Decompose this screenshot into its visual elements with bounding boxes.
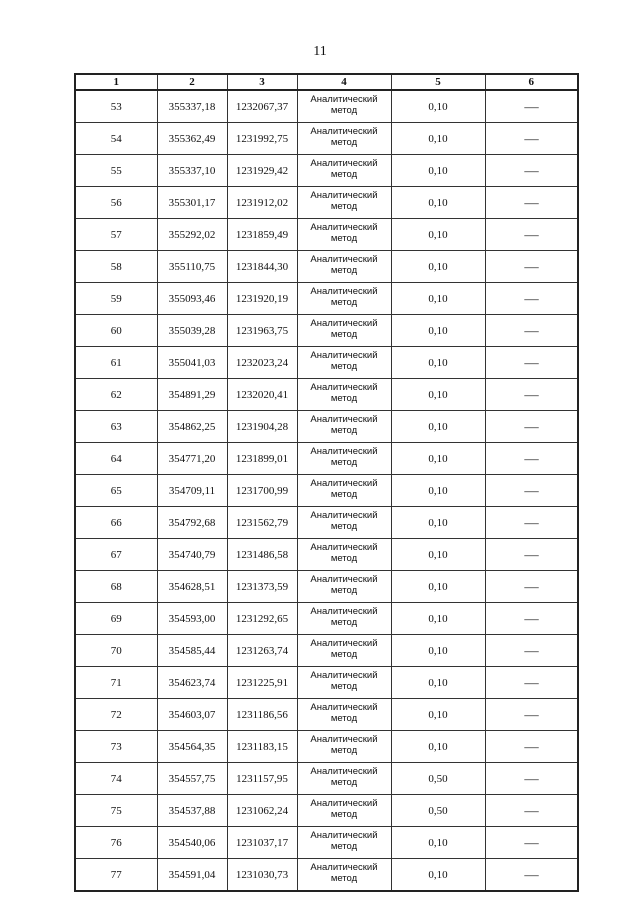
dash-mark: — xyxy=(524,290,539,306)
point-number-cell: 74 xyxy=(75,763,157,795)
x-coordinate-cell: 354771,20 xyxy=(157,443,227,475)
precision-cell: 0,10 xyxy=(391,507,485,539)
method-cell xyxy=(297,731,391,763)
method-line-1: Аналитический xyxy=(310,126,378,137)
method-line-1: Аналитический xyxy=(310,286,378,297)
method-line-1: Аналитический xyxy=(310,414,378,425)
precision-cell: 0,10 xyxy=(391,187,485,219)
x-coordinate-cell: 355301,17 xyxy=(157,187,227,219)
note-cell xyxy=(485,539,578,571)
y-coordinate-cell: 1231037,17 xyxy=(227,827,297,859)
x-coordinate-cell: 355362,49 xyxy=(157,123,227,155)
method-cell xyxy=(297,155,391,187)
method-line-2: метод xyxy=(330,425,358,436)
table-row xyxy=(75,539,578,571)
page-number: 11 xyxy=(313,44,327,59)
table-row xyxy=(75,90,578,123)
precision-cell: 0,10 xyxy=(391,443,485,475)
x-coordinate-cell: 355039,28 xyxy=(157,315,227,347)
method-line-2: метод xyxy=(330,393,358,404)
table-row xyxy=(75,411,578,443)
method-line-1: Аналитический xyxy=(310,574,378,585)
method-cell xyxy=(297,123,391,155)
x-coordinate-cell: 354891,29 xyxy=(157,379,227,411)
dash-mark: — xyxy=(524,226,539,242)
method-line-1: Аналитический xyxy=(310,702,378,713)
table-row xyxy=(75,635,578,667)
method-line-2: метод xyxy=(330,873,358,884)
table-row xyxy=(75,795,578,827)
table-row xyxy=(75,475,578,507)
method-line-2: метод xyxy=(330,361,358,372)
dash-mark: — xyxy=(524,610,539,626)
method-cell xyxy=(297,539,391,571)
coordinates-table xyxy=(74,73,579,892)
method-line-1: Аналитический xyxy=(310,94,378,105)
x-coordinate-cell: 354585,44 xyxy=(157,635,227,667)
table-row xyxy=(75,507,578,539)
x-coordinate-cell: 354603,07 xyxy=(157,699,227,731)
y-coordinate-cell: 1232020,41 xyxy=(227,379,297,411)
point-number-cell: 66 xyxy=(75,507,157,539)
dash-mark: — xyxy=(524,322,539,338)
y-coordinate-cell: 1231562,79 xyxy=(227,507,297,539)
method-cell xyxy=(297,251,391,283)
x-coordinate-cell: 355041,03 xyxy=(157,347,227,379)
table-row xyxy=(75,379,578,411)
x-coordinate-cell: 355110,75 xyxy=(157,251,227,283)
precision-cell: 0,10 xyxy=(391,411,485,443)
method-line-2: метод xyxy=(330,745,358,756)
note-cell xyxy=(485,827,578,859)
method-cell xyxy=(297,859,391,892)
x-coordinate-cell: 355337,18 xyxy=(157,90,227,123)
table-row xyxy=(75,219,578,251)
precision-cell: 0,10 xyxy=(391,283,485,315)
y-coordinate-cell: 1231186,56 xyxy=(227,699,297,731)
y-coordinate-cell: 1231920,19 xyxy=(227,283,297,315)
y-coordinate-cell: 1231963,75 xyxy=(227,315,297,347)
note-cell xyxy=(485,475,578,507)
table-row xyxy=(75,859,578,892)
method-line-2: метод xyxy=(330,489,358,500)
table-row xyxy=(75,155,578,187)
method-line-1: Аналитический xyxy=(310,606,378,617)
method-cell xyxy=(297,507,391,539)
note-cell xyxy=(485,155,578,187)
note-cell xyxy=(485,283,578,315)
method-cell xyxy=(297,763,391,795)
y-coordinate-cell: 1232023,24 xyxy=(227,347,297,379)
point-number-cell: 61 xyxy=(75,347,157,379)
dash-mark: — xyxy=(524,706,539,722)
note-cell xyxy=(485,251,578,283)
method-line-1: Аналитический xyxy=(310,798,378,809)
point-number-cell: 63 xyxy=(75,411,157,443)
precision-cell: 0,10 xyxy=(391,731,485,763)
method-cell xyxy=(297,635,391,667)
column-header-4: 4 xyxy=(297,74,391,90)
table-header-row xyxy=(75,74,578,90)
note-cell xyxy=(485,219,578,251)
note-cell xyxy=(485,859,578,892)
y-coordinate-cell: 1231157,95 xyxy=(227,763,297,795)
point-number-cell: 73 xyxy=(75,731,157,763)
table-row xyxy=(75,571,578,603)
note-cell xyxy=(485,90,578,123)
y-coordinate-cell: 1231844,30 xyxy=(227,251,297,283)
method-cell xyxy=(297,475,391,507)
y-coordinate-cell: 1232067,37 xyxy=(227,90,297,123)
method-cell xyxy=(297,283,391,315)
dash-mark: — xyxy=(524,162,539,178)
precision-cell: 0,50 xyxy=(391,795,485,827)
x-coordinate-cell: 355093,46 xyxy=(157,283,227,315)
method-line-1: Аналитический xyxy=(310,254,378,265)
method-line-2: метод xyxy=(330,297,358,308)
table-row xyxy=(75,667,578,699)
y-coordinate-cell: 1231030,73 xyxy=(227,859,297,892)
precision-cell: 0,10 xyxy=(391,859,485,892)
method-line-1: Аналитический xyxy=(310,542,378,553)
note-cell xyxy=(485,763,578,795)
method-line-2: метод xyxy=(330,617,358,628)
table-row xyxy=(75,763,578,795)
method-cell xyxy=(297,347,391,379)
x-coordinate-cell: 355337,10 xyxy=(157,155,227,187)
note-cell xyxy=(485,123,578,155)
precision-cell: 0,10 xyxy=(391,475,485,507)
method-line-1: Аналитический xyxy=(310,350,378,361)
dash-mark: — xyxy=(524,354,539,370)
method-cell xyxy=(297,90,391,123)
method-line-2: метод xyxy=(330,137,358,148)
x-coordinate-cell: 354557,75 xyxy=(157,763,227,795)
dash-mark: — xyxy=(524,802,539,818)
table-row xyxy=(75,187,578,219)
note-cell xyxy=(485,347,578,379)
dash-mark: — xyxy=(524,450,539,466)
table-row xyxy=(75,731,578,763)
method-line-1: Аналитический xyxy=(310,830,378,841)
point-number-cell: 59 xyxy=(75,283,157,315)
table-row xyxy=(75,603,578,635)
point-number-cell: 56 xyxy=(75,187,157,219)
method-line-1: Аналитический xyxy=(310,222,378,233)
column-header-1: 1 xyxy=(75,74,157,90)
precision-cell: 0,10 xyxy=(391,699,485,731)
precision-cell: 0,10 xyxy=(391,155,485,187)
column-header-3: 3 xyxy=(227,74,297,90)
y-coordinate-cell: 1231062,24 xyxy=(227,795,297,827)
method-cell xyxy=(297,571,391,603)
precision-cell: 0,10 xyxy=(391,539,485,571)
x-coordinate-cell: 354540,06 xyxy=(157,827,227,859)
point-number-cell: 62 xyxy=(75,379,157,411)
method-line-2: метод xyxy=(330,169,358,180)
method-line-2: метод xyxy=(330,201,358,212)
y-coordinate-cell: 1231486,58 xyxy=(227,539,297,571)
method-line-1: Аналитический xyxy=(310,510,378,521)
column-header-6: 6 xyxy=(485,74,578,90)
table-row xyxy=(75,347,578,379)
precision-cell: 0,10 xyxy=(391,635,485,667)
method-cell xyxy=(297,795,391,827)
dash-mark: — xyxy=(524,578,539,594)
dash-mark: — xyxy=(524,194,539,210)
precision-cell: 0,10 xyxy=(391,667,485,699)
method-cell xyxy=(297,379,391,411)
precision-cell: 0,10 xyxy=(391,123,485,155)
precision-cell: 0,10 xyxy=(391,571,485,603)
column-header-5: 5 xyxy=(391,74,485,90)
note-cell xyxy=(485,443,578,475)
table-row xyxy=(75,699,578,731)
y-coordinate-cell: 1231292,65 xyxy=(227,603,297,635)
dash-mark: — xyxy=(524,258,539,274)
x-coordinate-cell: 354593,00 xyxy=(157,603,227,635)
dash-mark: — xyxy=(524,386,539,402)
note-cell xyxy=(485,379,578,411)
point-number-cell: 67 xyxy=(75,539,157,571)
point-number-cell: 76 xyxy=(75,827,157,859)
dash-mark: — xyxy=(524,546,539,562)
x-coordinate-cell: 354623,74 xyxy=(157,667,227,699)
method-line-2: метод xyxy=(330,457,358,468)
precision-cell: 0,10 xyxy=(391,219,485,251)
y-coordinate-cell: 1231992,75 xyxy=(227,123,297,155)
y-coordinate-cell: 1231929,42 xyxy=(227,155,297,187)
table-row xyxy=(75,123,578,155)
note-cell xyxy=(485,635,578,667)
point-number-cell: 68 xyxy=(75,571,157,603)
method-cell xyxy=(297,603,391,635)
y-coordinate-cell: 1231373,59 xyxy=(227,571,297,603)
dash-mark: — xyxy=(524,642,539,658)
point-number-cell: 53 xyxy=(75,90,157,123)
x-coordinate-cell: 355292,02 xyxy=(157,219,227,251)
method-line-2: метод xyxy=(330,649,358,660)
precision-cell: 0,10 xyxy=(391,379,485,411)
precision-cell: 0,10 xyxy=(391,90,485,123)
method-line-1: Аналитический xyxy=(310,862,378,873)
dash-mark: — xyxy=(524,834,539,850)
method-cell xyxy=(297,411,391,443)
y-coordinate-cell: 1231912,02 xyxy=(227,187,297,219)
method-cell xyxy=(297,443,391,475)
method-line-2: метод xyxy=(330,265,358,276)
point-number-cell: 69 xyxy=(75,603,157,635)
x-coordinate-cell: 354862,25 xyxy=(157,411,227,443)
note-cell xyxy=(485,699,578,731)
method-line-1: Аналитический xyxy=(310,382,378,393)
point-number-cell: 70 xyxy=(75,635,157,667)
y-coordinate-cell: 1231904,28 xyxy=(227,411,297,443)
method-line-1: Аналитический xyxy=(310,446,378,457)
y-coordinate-cell: 1231263,74 xyxy=(227,635,297,667)
point-number-cell: 77 xyxy=(75,859,157,892)
point-number-cell: 64 xyxy=(75,443,157,475)
x-coordinate-cell: 354564,35 xyxy=(157,731,227,763)
method-line-2: метод xyxy=(330,233,358,244)
method-line-2: метод xyxy=(330,809,358,820)
x-coordinate-cell: 354537,88 xyxy=(157,795,227,827)
method-line-2: метод xyxy=(330,553,358,564)
method-line-1: Аналитический xyxy=(310,478,378,489)
x-coordinate-cell: 354792,68 xyxy=(157,507,227,539)
precision-cell: 0,10 xyxy=(391,603,485,635)
point-number-cell: 55 xyxy=(75,155,157,187)
y-coordinate-cell: 1231899,01 xyxy=(227,443,297,475)
table-row xyxy=(75,283,578,315)
method-line-2: метод xyxy=(330,105,358,116)
y-coordinate-cell: 1231859,49 xyxy=(227,219,297,251)
precision-cell: 0,10 xyxy=(391,251,485,283)
method-cell xyxy=(297,827,391,859)
note-cell xyxy=(485,187,578,219)
x-coordinate-cell: 354740,79 xyxy=(157,539,227,571)
method-line-1: Аналитический xyxy=(310,638,378,649)
note-cell xyxy=(485,603,578,635)
point-number-cell: 58 xyxy=(75,251,157,283)
method-line-1: Аналитический xyxy=(310,158,378,169)
y-coordinate-cell: 1231225,91 xyxy=(227,667,297,699)
dash-mark: — xyxy=(524,866,539,882)
point-number-cell: 75 xyxy=(75,795,157,827)
point-number-cell: 60 xyxy=(75,315,157,347)
method-cell xyxy=(297,667,391,699)
table-body xyxy=(75,90,578,891)
method-line-2: метод xyxy=(330,841,358,852)
note-cell xyxy=(485,315,578,347)
method-line-2: метод xyxy=(330,681,358,692)
method-cell xyxy=(297,699,391,731)
method-cell xyxy=(297,187,391,219)
note-cell xyxy=(485,731,578,763)
dash-mark: — xyxy=(524,770,539,786)
method-line-1: Аналитический xyxy=(310,670,378,681)
x-coordinate-cell: 354628,51 xyxy=(157,571,227,603)
method-line-2: метод xyxy=(330,585,358,596)
dash-mark: — xyxy=(524,674,539,690)
method-line-1: Аналитический xyxy=(310,318,378,329)
x-coordinate-cell: 354591,04 xyxy=(157,859,227,892)
method-line-2: метод xyxy=(330,713,358,724)
table-row xyxy=(75,315,578,347)
method-line-2: метод xyxy=(330,521,358,532)
method-cell xyxy=(297,219,391,251)
method-line-1: Аналитический xyxy=(310,190,378,201)
method-line-2: метод xyxy=(330,777,358,788)
dash-mark: — xyxy=(524,738,539,754)
dash-mark: — xyxy=(524,482,539,498)
column-header-2: 2 xyxy=(157,74,227,90)
point-number-cell: 57 xyxy=(75,219,157,251)
note-cell xyxy=(485,571,578,603)
method-line-1: Аналитический xyxy=(310,734,378,745)
note-cell xyxy=(485,411,578,443)
x-coordinate-cell: 354709,11 xyxy=(157,475,227,507)
note-cell xyxy=(485,507,578,539)
table-row xyxy=(75,443,578,475)
point-number-cell: 71 xyxy=(75,667,157,699)
y-coordinate-cell: 1231183,15 xyxy=(227,731,297,763)
note-cell xyxy=(485,667,578,699)
dash-mark: — xyxy=(524,130,539,146)
precision-cell: 0,10 xyxy=(391,315,485,347)
dash-mark: — xyxy=(524,514,539,530)
point-number-cell: 54 xyxy=(75,123,157,155)
point-number-cell: 65 xyxy=(75,475,157,507)
precision-cell: 0,50 xyxy=(391,763,485,795)
dash-mark: — xyxy=(524,98,539,114)
precision-cell: 0,10 xyxy=(391,827,485,859)
table-row xyxy=(75,251,578,283)
table-row xyxy=(75,827,578,859)
point-number-cell: 72 xyxy=(75,699,157,731)
note-cell xyxy=(485,795,578,827)
y-coordinate-cell: 1231700,99 xyxy=(227,475,297,507)
precision-cell: 0,10 xyxy=(391,347,485,379)
method-line-2: метод xyxy=(330,329,358,340)
dash-mark: — xyxy=(524,418,539,434)
method-cell xyxy=(297,315,391,347)
method-line-1: Аналитический xyxy=(310,766,378,777)
